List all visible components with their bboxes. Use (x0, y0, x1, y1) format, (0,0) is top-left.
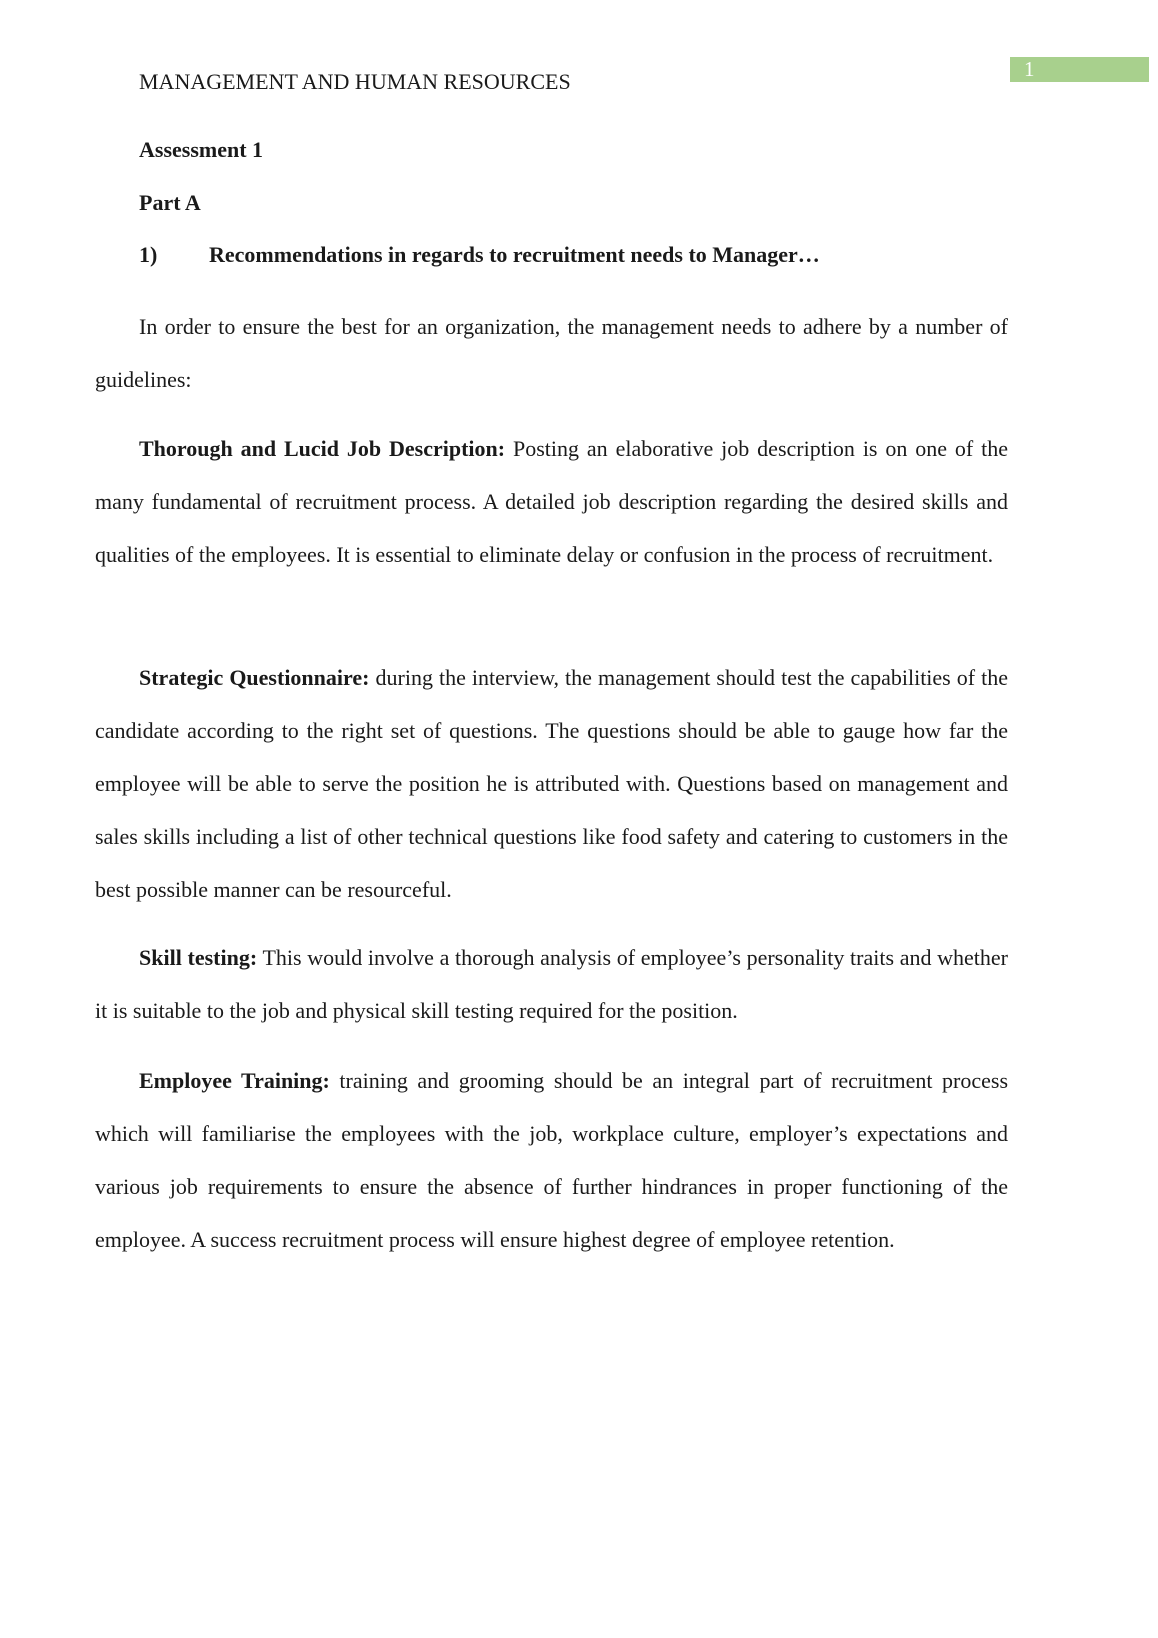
skill-testing-text: This would involve a thorough analysis of employee’s personality traits and whether it is suitable to the job and physical skill testing required for the position. (95, 945, 1009, 1023)
page-number-box (1010, 57, 1149, 82)
section-heading (139, 241, 820, 269)
job-description-term: Thorough and Lucid Job Description: (139, 436, 506, 461)
section-title: Recommendations in regards to recruitment needs to Manager… (209, 242, 820, 267)
assessment-heading: Assessment 1 (139, 137, 264, 162)
job-description-paragraph (95, 422, 1008, 581)
training-text: training and grooming should be an integral part of recruitment process which will familiarise the employees with the job, workplace culture, employer’s expectations and various job requirements to ensure the absence of further hindrances in proper functioning of the employee. A success recruitment process will ensure highest degree of employee retention. (95, 1068, 1009, 1252)
skill-testing-paragraph (95, 931, 1008, 1037)
training-term: Employee Training: (139, 1068, 330, 1093)
running-head: MANAGEMENT AND HUMAN RESOURCES (139, 69, 571, 94)
job-description-text: Posting an elaborative job description is on one of the many fundamental of recruitment process. A detailed job description regarding the desired skills and qualities of the employees. It is essential to eliminate delay or confusion in the process of recruitment. (95, 436, 1009, 567)
skill-testing-term: Skill testing: (139, 945, 258, 970)
questionnaire-paragraph (95, 651, 1008, 916)
page-number: 1 (1024, 57, 1035, 81)
questionnaire-text: during the interview, the management should test the capabilities of the candidate according to the right set of questions. The questions should be able to gauge how far the employee will be able to serve the position he is attributed with. Questions based on management and sales skills including a list of other technical questions like food safety and catering to customers in the best possible manner can be resourceful. (95, 665, 1008, 902)
intro-paragraph: In order to ensure the best for an organization, the management needs to adhere by a number of guidelines: (95, 314, 1008, 392)
section-number: 1) (139, 242, 158, 267)
training-paragraph (95, 1054, 1008, 1266)
questionnaire-term: Strategic Questionnaire: (139, 665, 370, 690)
part-heading: Part A (139, 190, 201, 215)
